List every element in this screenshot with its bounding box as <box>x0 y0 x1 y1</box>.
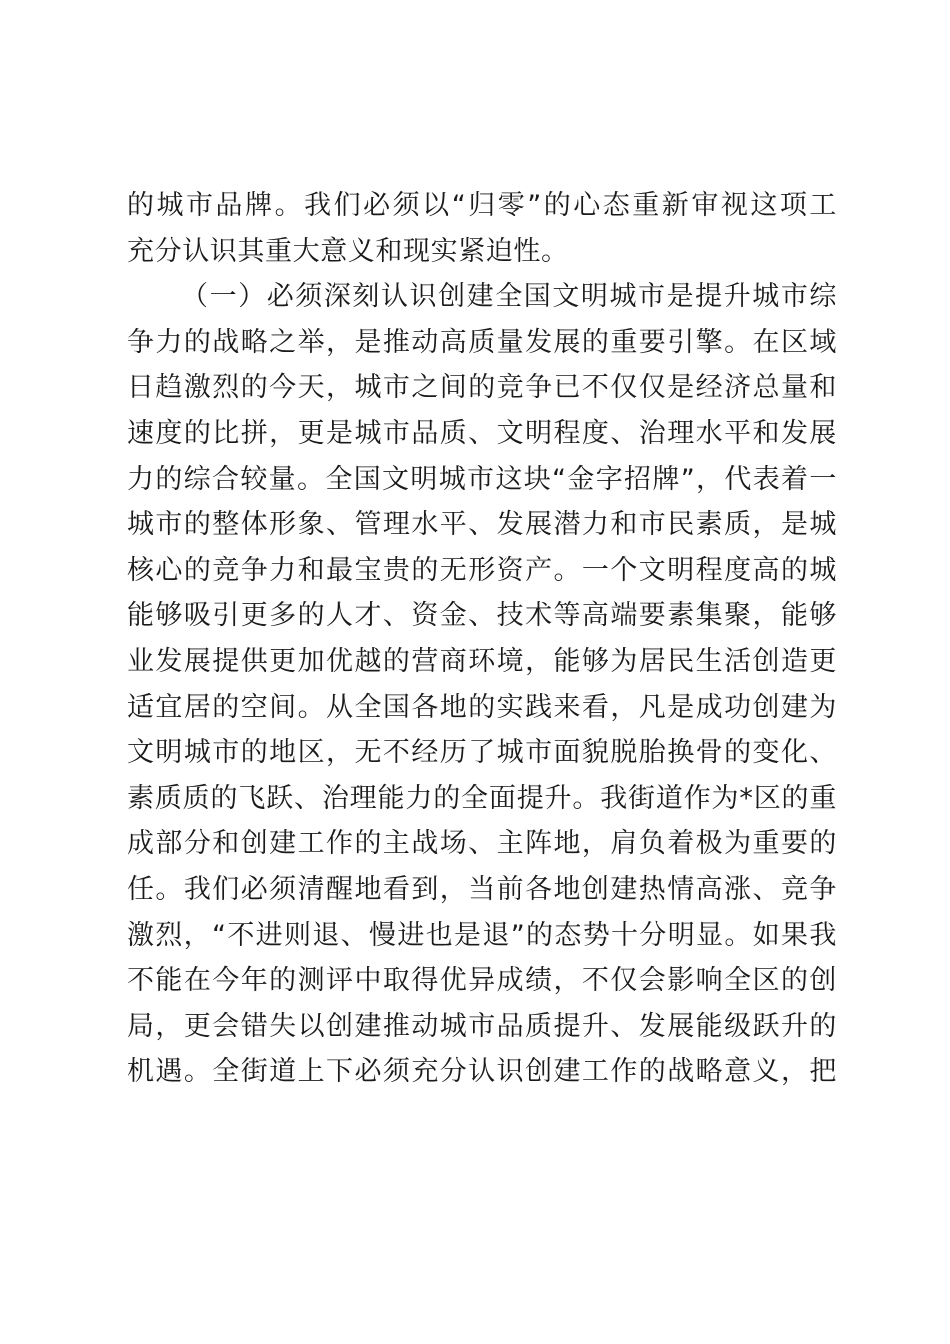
text-line: 适宜居的空间。从全国各地的实践来看，凡是成功创建为 <box>127 691 837 723</box>
text-line: 充分认识其重大意义和现实紧迫性。 <box>127 235 569 267</box>
text-line: 机遇。全街道上下必须充分认识创建工作的战略意义，把 <box>127 1056 837 1088</box>
text-line: 素质质的飞跃、治理能力的全面提升。我街道作为*区的重 <box>127 782 837 814</box>
body-text <box>127 183 837 1095</box>
text-line: 局，更会错失以创建推动城市品质提升、发展能级跃升的 <box>127 1010 837 1042</box>
text-line: 速度的比拼，更是城市品质、文明程度、治理水平和发展 <box>127 417 837 449</box>
text-line: 任。我们必须清醒地看到，当前各地创建热情高涨、竞争 <box>127 873 837 905</box>
text-line: 文明城市的地区，无不经历了城市面貌脱胎换骨的变化、 <box>127 737 837 769</box>
text-line: 日趋激烈的今天，城市之间的竞争已不仅仅是经济总量和 <box>127 372 837 404</box>
text-line: 城市的整体形象、管理水平、发展潜力和市民素质，是城 <box>127 509 837 541</box>
text-line: 不能在今年的测评中取得优异成绩，不仅会影响全区的创 <box>127 965 837 997</box>
text-line: 争力的战略之举，是推动高质量发展的重要引擎。在区域 <box>127 326 837 358</box>
text-line: 力的综合较量。全国文明城市这块“金字招牌”，代表着一 <box>127 463 837 495</box>
text-line: 业发展提供更加优越的营商环境，能够为居民生活创造更 <box>127 645 837 677</box>
text-line: 能够吸引更多的人才、资金、技术等高端要素集聚，能够 <box>127 600 837 632</box>
text-line: 成部分和创建工作的主战场、主阵地，肩负着极为重要的 <box>127 828 837 860</box>
text-line: 的城市品牌。我们必须以“归零”的心态重新审视这项工 <box>127 190 837 221</box>
text-line: 核心的竞争力和最宝贵的无形资产。一个文明程度高的城 <box>127 554 837 586</box>
section-heading-line: （一）必须深刻认识创建全国文明城市是提升城市综 <box>181 281 837 313</box>
text-line: 激烈，“不进则退、慢进也是退”的态势十分明显。如果我 <box>127 919 837 951</box>
